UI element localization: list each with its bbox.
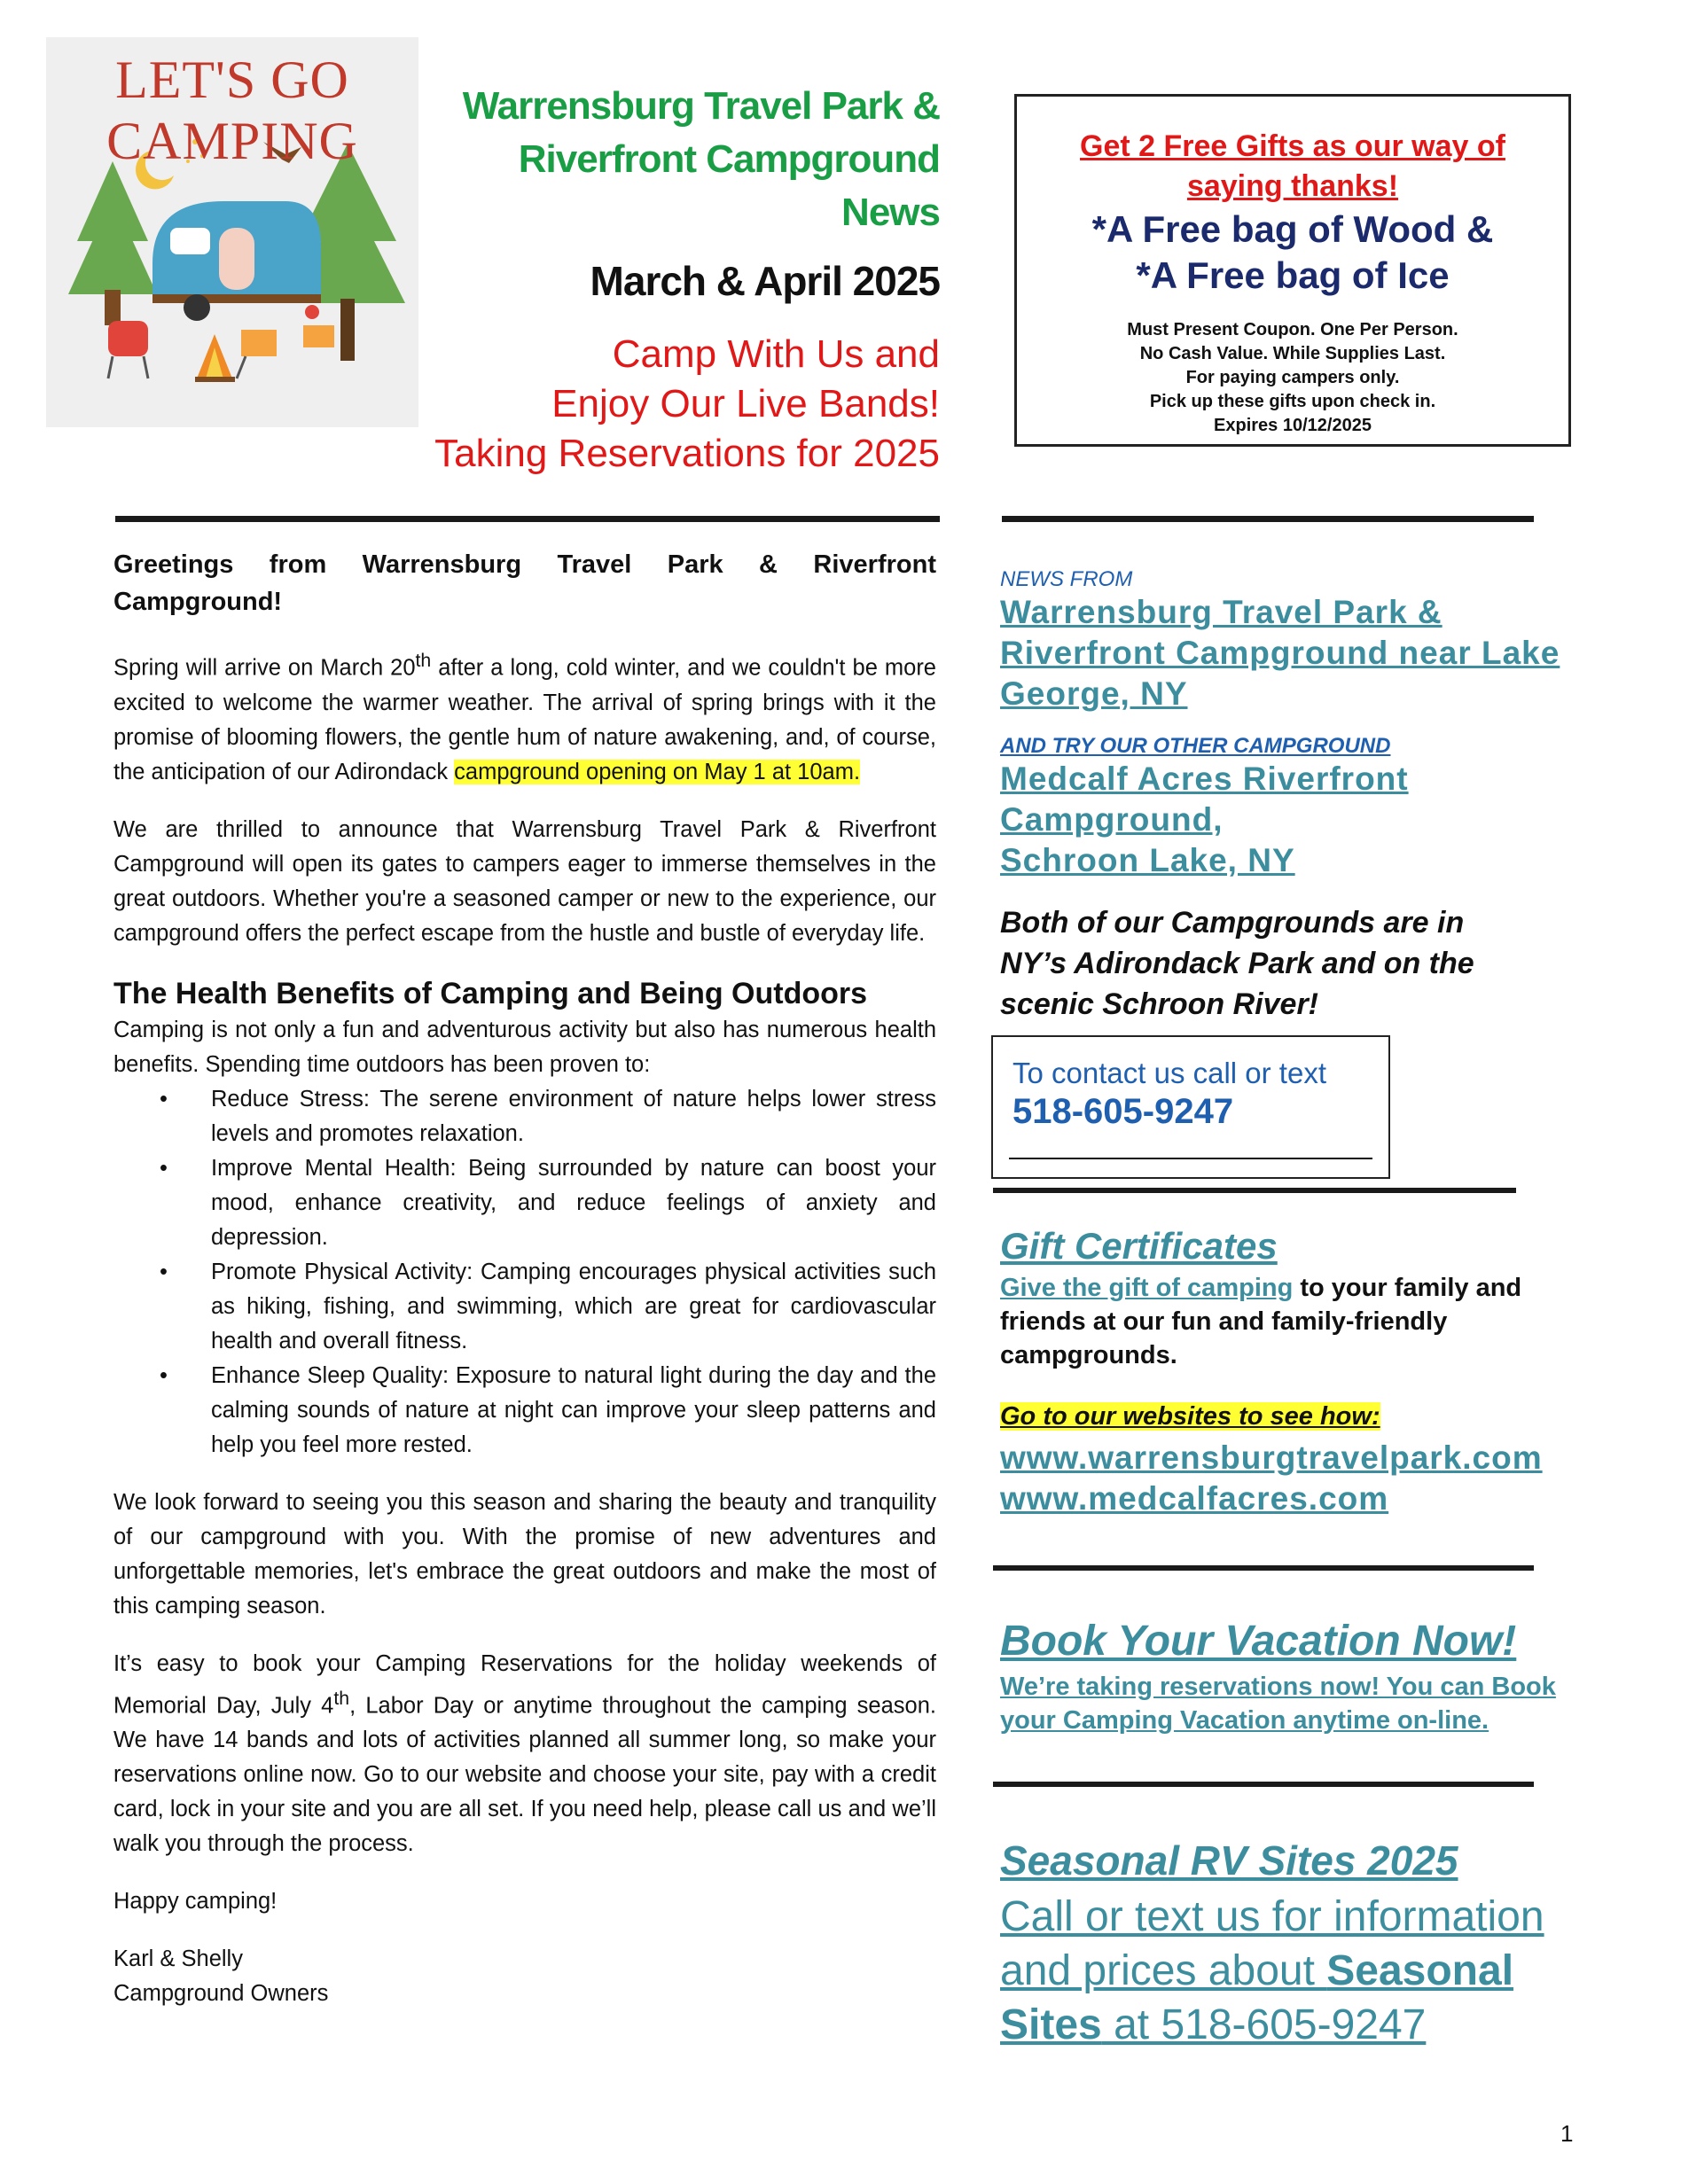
fine-print-line: Expires 10/12/2025	[1214, 416, 1372, 435]
benefit-text: Improve Mental Health: Being surrounded by nature can boost your mood, enhance creativity, and reduce feelings of anxiety and depression.	[211, 1155, 936, 1250]
divider	[1009, 1158, 1372, 1159]
tagline-line: Taking Reservations for 2025	[434, 432, 940, 475]
link-line: Warrensburg Travel Park &	[1000, 594, 1443, 630]
paragraph-season: We look forward to seeing you this season and sharing the beauty and tranquility of our campground with you. With the promise of new adventures and unforgettable memories, let's embrace the great outdoors and make the most of this camping season.	[113, 1489, 936, 1618]
fine-print-line: Pick up these gifts upon check in.	[1149, 392, 1436, 411]
bullet-icon: •	[160, 1155, 168, 1181]
closing: Happy camping!	[113, 1889, 278, 1914]
benefit-text: Enhance Sleep Quality: Exposure to natural light during the day and the calming sounds of nature at night can improve your sleep patterns and help you feel more rested.	[211, 1362, 936, 1457]
signature: Karl & Shelly	[113, 1946, 243, 1971]
warrensburg-link[interactable]	[1000, 592, 1576, 714]
text-run: It’s easy to book your Camping Reservations for the holiday weekends of Memorial Day, July 4	[113, 1650, 936, 1718]
book-divider	[993, 1565, 1534, 1571]
bullet-icon: •	[160, 1362, 168, 1388]
medcalf-website-link[interactable]: www.medcalfacres.com	[1000, 1480, 1389, 1517]
text-run: Spring will arrive on March 20	[113, 655, 416, 681]
book-vacation-title[interactable]: Book Your Vacation Now!	[1000, 1618, 1517, 1665]
fine-print-line: No Cash Value. While Supplies Last.	[1139, 344, 1446, 363]
websites-callout	[1000, 1402, 1576, 1431]
tagline-line: Enjoy Our Live Bands!	[551, 382, 940, 425]
superscript: th	[415, 650, 432, 671]
news-from-label: NEWS FROM	[1000, 567, 1133, 591]
greeting: Greetings from Warrensburg Travel Park & Riverfront Campground!	[113, 550, 936, 616]
list-item	[113, 1151, 936, 1255]
paragraph-announce: We are thrilled to announce that Warrensburg Travel Park & Riverfront Campground will open its gates to campers eager to immerse themselves in the great outdoors. Whether you're a seasoned camper or new to the experience, our campground offers the perfect escape from the hustle and bustle of everyday life.	[113, 816, 936, 946]
text-run: at 518-605-9247	[1101, 2001, 1427, 2048]
paragraph-reservations	[113, 1647, 936, 1862]
title-line: News	[841, 191, 940, 234]
free-gifts-coupon	[1014, 94, 1571, 447]
gift-text: to your family and friends at our fun and family-friendly campgrounds.	[1000, 1274, 1522, 1369]
benefits-list	[113, 1082, 936, 1462]
superscript: th	[333, 1687, 350, 1709]
list-item	[113, 1255, 936, 1359]
link-line: Riverfront Campground near Lake	[1000, 635, 1560, 671]
right-divider	[1002, 516, 1534, 522]
note-line: Both of our Campgrounds are in	[1000, 906, 1465, 940]
left-divider	[115, 516, 940, 522]
page-number: 1	[1560, 2120, 1574, 2147]
link-line: Campground,	[1000, 801, 1224, 838]
coupon-headline-line: Get 2 Free Gifts as our way of	[1080, 129, 1505, 163]
link-line: Medcalf Acres Riverfront	[1000, 760, 1409, 797]
medcalf-link[interactable]	[1000, 759, 1576, 881]
book-vacation-link[interactable]: We’re taking reservations now! You can Book your Camping Vacation anytime on-line.	[1000, 1673, 1556, 1735]
note-line: scenic Schroon River!	[1000, 987, 1319, 1021]
both-campgrounds-note	[1000, 902, 1576, 1025]
signature-title: Campground Owners	[113, 1981, 329, 2006]
try-other-label[interactable]: AND TRY OUR OTHER CAMPGROUND	[1000, 734, 1391, 758]
websites-callout-text: Go to our websites to see how:	[1000, 1402, 1380, 1431]
link-line: Schroon Lake, NY	[1000, 842, 1295, 878]
coupon-gift-line: *A Free bag of Ice	[1136, 254, 1450, 296]
list-item	[113, 1082, 936, 1151]
fine-print-line: For paying campers only.	[1185, 368, 1400, 387]
gift-certificates-title[interactable]: Gift Certificates	[1000, 1225, 1278, 1267]
contact-label: To contact us call or text	[1013, 1057, 1326, 1089]
coupon-gifts	[1017, 207, 1568, 299]
seasonal-sites-text[interactable]	[1000, 1890, 1576, 2052]
newsletter-title	[426, 80, 940, 239]
contact-phone[interactable]: 518-605-9247	[1013, 1092, 1234, 1131]
warrensburg-website-link[interactable]: www.warrensburgtravelpark.com	[1000, 1439, 1543, 1476]
coupon-headline	[1017, 127, 1568, 207]
health-intro: Camping is not only a fun and adventurous activity but also has numerous health benefits. Spending time outdoors has been proven to:	[113, 1017, 936, 1077]
gift-divider	[993, 1188, 1516, 1193]
text-run: , Labor Day or anytime throughout the camping season. We have 14 bands and lots of activities planned all summer long, so make your reservations online now. Go to our website and choose your site, pay with a credit card, lock in your site and you are all set. If you need help, please call us and we’ll walk you through the process.	[113, 1693, 936, 1856]
link-line: George, NY	[1000, 675, 1188, 712]
bullet-icon: •	[160, 1259, 168, 1284]
list-item	[113, 1359, 936, 1462]
tagline	[355, 330, 940, 479]
seasonal-sites-bold: Seasonal Sites	[1000, 1947, 1514, 2048]
benefit-text: Promote Physical Activity: Camping encourages physical activities such as hiking, fishing, and swimming, which are great for cardiovascular health and overall fitness.	[211, 1259, 936, 1353]
fine-print-line: Must Present Coupon. One Per Person.	[1127, 320, 1458, 339]
opening-highlight: campground opening on May 1 at 10am.	[454, 759, 861, 784]
website-links	[1000, 1438, 1576, 1519]
gift-link[interactable]: Give the gift of camping	[1000, 1274, 1294, 1302]
health-heading: The Health Benefits of Camping and Being Outdoors	[113, 976, 868, 1010]
seasonal-divider	[993, 1782, 1534, 1787]
benefit-text: Reduce Stress: The serene environment of nature helps lower stress levels and promotes relaxation.	[211, 1086, 936, 1146]
coupon-gift-line: *A Free bag of Wood &	[1091, 208, 1494, 250]
coupon-headline-line: saying thanks!	[1186, 169, 1399, 203]
gift-certificates-text	[1000, 1271, 1576, 1372]
logo-title: LET'S GO CAMPING	[106, 51, 358, 170]
title-line: Riverfront Campground	[518, 137, 940, 181]
main-article	[113, 546, 936, 2011]
paragraph-spring	[113, 644, 936, 790]
title-line: Warrensburg Travel Park &	[462, 84, 940, 128]
text-run: Call or text us for information and prices about	[1000, 1893, 1544, 1994]
tagline-line: Camp With Us and	[612, 332, 940, 376]
seasonal-sites-title[interactable]: Seasonal RV Sites 2025	[1000, 1837, 1458, 1884]
contact-box	[991, 1035, 1390, 1179]
issue-date: March & April 2025	[590, 258, 940, 304]
text-run: after a long, cold winter, and we couldn't be more excited to welcome the warmer weather. The arrival of spring brings with it the promise of blooming flowers, the gentle hum of nature awakening, and, of course, the anticipation of our Adirondack	[113, 655, 936, 784]
note-line: NY’s Adirondack Park and on the	[1000, 947, 1474, 980]
bullet-icon: •	[160, 1086, 168, 1112]
coupon-fine-print	[1017, 318, 1568, 438]
